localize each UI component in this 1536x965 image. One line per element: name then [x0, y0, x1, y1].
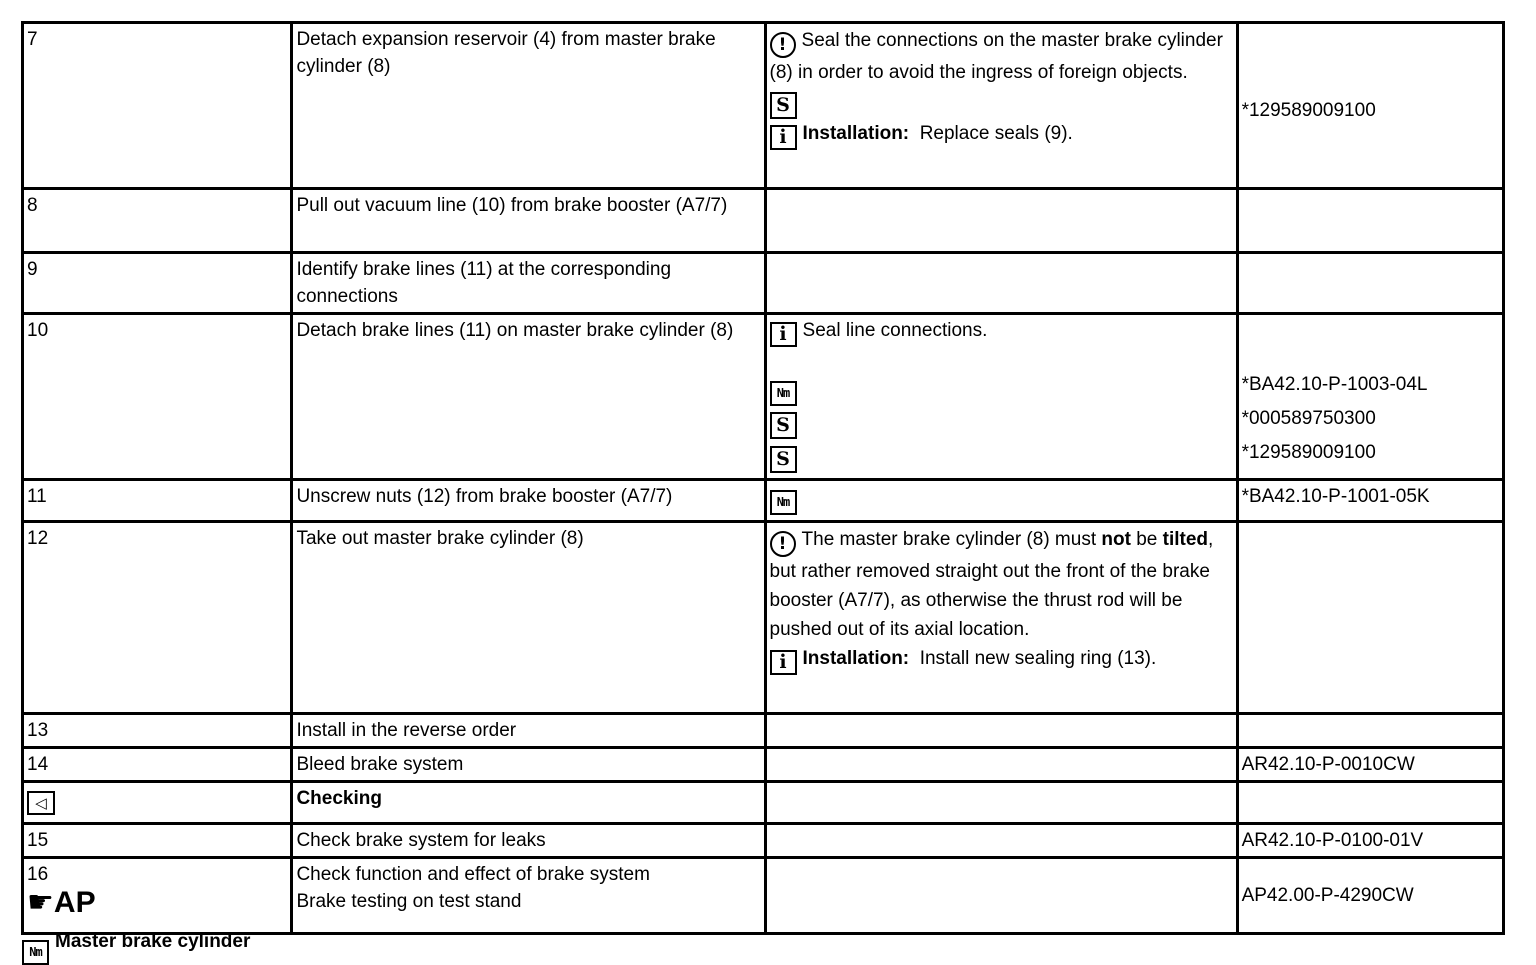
- footer-section-title: [22, 931, 251, 959]
- step-number: [23, 782, 292, 824]
- reference-link[interactable]: *129589009100: [1241, 442, 1376, 463]
- work-steps-table: [21, 21, 1505, 935]
- step-notes: [765, 23, 1237, 189]
- step-description: Detach expansion reservoir (4) from master brake cylinder (8): [292, 23, 765, 189]
- step-number: 7: [23, 23, 292, 189]
- step-number: 10: [23, 314, 292, 480]
- reference-link[interactable]: AR42.10-P-0100-01V: [1241, 830, 1424, 851]
- step-description: Identify brake lines (11) at the corresponding connections: [292, 253, 765, 314]
- torque-icon: Nm: [770, 381, 797, 406]
- step-notes: [765, 522, 1237, 714]
- reference-link[interactable]: *129589009100: [1241, 100, 1376, 121]
- step-reference: [1237, 748, 1503, 782]
- info-icon: i: [770, 322, 797, 347]
- reference-link[interactable]: AR42.10-P-0010CW: [1241, 754, 1415, 775]
- torque-icon: Nm: [22, 940, 49, 965]
- reference-link[interactable]: *BA42.10-P-1003-04L: [1241, 374, 1428, 395]
- special-tool-icon: S: [770, 446, 797, 473]
- reference-link[interactable]: AP42.00-P-4290CW: [1241, 885, 1414, 906]
- step-number: 12: [23, 522, 292, 714]
- step-description: Check brake system for leaks: [292, 824, 765, 858]
- warning-emphasis-not: not: [1101, 529, 1131, 550]
- info-icon: i: [770, 650, 797, 675]
- reference-link[interactable]: *000589750300: [1241, 408, 1376, 429]
- warning-text-part: , but rather removed straight out the front of the brake booster (A7/7), as otherwise the thrust rod will be pushed out of its axial location.: [769, 529, 1214, 640]
- step-reference: [1237, 714, 1503, 748]
- warning-text: Seal the connections on the master brake cylinder (8) in order to avoid the ingress of foreign objects.: [769, 30, 1223, 83]
- step-description: Pull out vacuum line (10) from brake booster (A7/7): [292, 189, 765, 253]
- step-notes: [765, 189, 1237, 253]
- step-notes: [765, 782, 1237, 824]
- step-reference: [1237, 522, 1503, 714]
- reference-link[interactable]: *BA42.10-P-1001-05K: [1241, 486, 1430, 507]
- warning-text-part: be: [1130, 529, 1163, 550]
- step-reference: [1237, 189, 1503, 253]
- ap-marker: AP: [53, 886, 96, 919]
- step-notes: [765, 748, 1237, 782]
- checking-marker-icon: ◁: [27, 791, 55, 815]
- torque-icon: Nm: [770, 490, 797, 515]
- table-row: [23, 714, 1504, 748]
- step-number: 13: [23, 714, 292, 748]
- special-tool-icon: S: [770, 412, 797, 439]
- step-description-line: Brake testing on test stand: [296, 891, 522, 912]
- step-description: Unscrew nuts (12) from brake booster (A7/7): [292, 480, 765, 522]
- warning-emphasis-tilted: tilted: [1162, 529, 1209, 550]
- installation-text: Replace seals (9).: [919, 123, 1073, 144]
- step-description: Checking: [292, 782, 765, 824]
- step-description-line: Check function and effect of brake system: [296, 864, 650, 885]
- step-number: 11: [23, 480, 292, 522]
- step-reference: [1237, 23, 1503, 189]
- step-number: [23, 858, 292, 934]
- step-number: 9: [23, 253, 292, 314]
- step-number: 15: [23, 824, 292, 858]
- step-description: Bleed brake system: [292, 748, 765, 782]
- table-row: [23, 189, 1504, 253]
- step-description: [292, 858, 765, 934]
- step-reference: [1237, 782, 1503, 824]
- warning-icon: !: [770, 32, 796, 58]
- step-description: Take out master brake cylinder (8): [292, 522, 765, 714]
- warning-icon: !: [770, 531, 796, 557]
- step-number-text: 16: [27, 864, 49, 885]
- installation-label: Installation:: [802, 123, 910, 144]
- step-notes: [765, 824, 1237, 858]
- step-notes: [765, 253, 1237, 314]
- step-number: 14: [23, 748, 292, 782]
- installation-label: Installation:: [802, 648, 910, 669]
- table-row: [23, 480, 1504, 522]
- table-row: [23, 748, 1504, 782]
- info-icon: i: [770, 125, 797, 150]
- table-row: [23, 314, 1504, 480]
- step-number: 8: [23, 189, 292, 253]
- step-description: Install in the reverse order: [292, 714, 765, 748]
- step-reference: [1237, 314, 1503, 480]
- step-description: Detach brake lines (11) on master brake cylinder (8): [292, 314, 765, 480]
- table-row: [23, 522, 1504, 714]
- step-reference: [1237, 824, 1503, 858]
- table-row: [23, 253, 1504, 314]
- table-row: [23, 858, 1504, 934]
- step-notes: [765, 858, 1237, 934]
- pointing-hand-icon: ☛: [27, 885, 54, 920]
- step-reference: [1237, 858, 1503, 934]
- step-notes: [765, 714, 1237, 748]
- table-row: [23, 824, 1504, 858]
- step-reference: [1237, 253, 1503, 314]
- step-notes: [765, 480, 1237, 522]
- warning-text-part: The master brake cylinder (8) must: [801, 529, 1102, 550]
- table-row: [23, 23, 1504, 189]
- info-text: Seal line connections.: [802, 320, 988, 341]
- special-tool-icon: S: [770, 92, 797, 119]
- footer-title: Master brake cylinder: [55, 931, 251, 952]
- step-notes: [765, 314, 1237, 480]
- installation-text: Install new sealing ring (13).: [919, 648, 1157, 669]
- table-row: [23, 782, 1504, 824]
- step-reference: [1237, 480, 1503, 522]
